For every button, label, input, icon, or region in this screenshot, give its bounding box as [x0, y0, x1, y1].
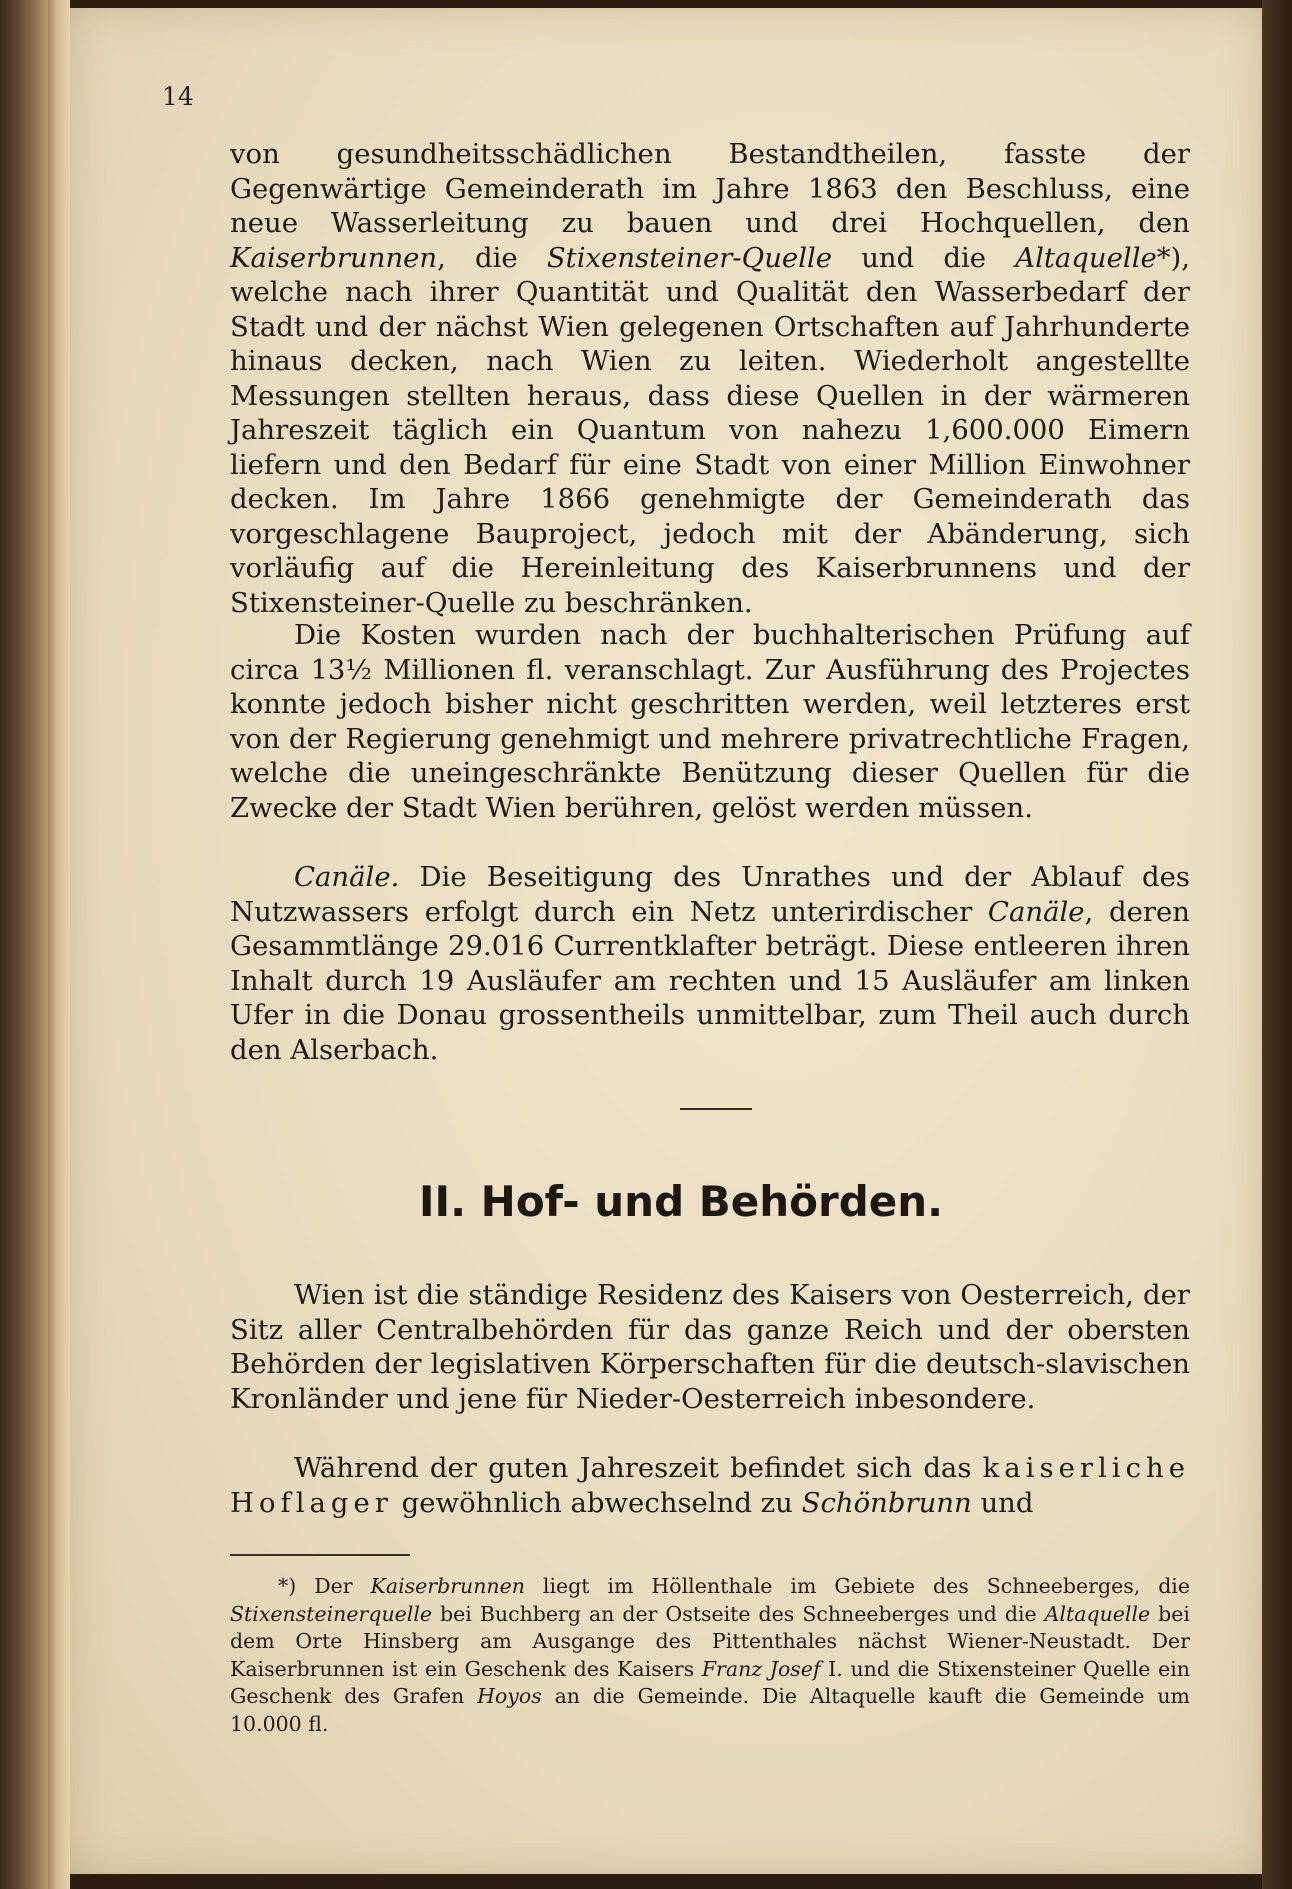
page-gutter [48, 0, 70, 1889]
section-divider [680, 1108, 752, 1110]
footnote-rule [230, 1554, 410, 1556]
paragraph-text: Während der guten Jahreszeit befindet sich das [294, 1452, 983, 1484]
footnote-marker: *) Der [278, 1574, 371, 1598]
footnote-text: bei dem Orte Hinsberg am Ausgange des Pittenthales nächst Wiener-Neustadt. Der Kaiserbrunnen ist ein Geschenk des Kaisers [230, 1601, 1190, 1681]
paragraph-costs: Die Kosten wurden nach der buchhalterischen Prüfung auf circa 13½ Millionen fl. veranschlagt. Zur Ausführung des Projectes konnte jedoch bisher nicht geschritten werden, weil letzteres erst von der Regierung genehmigt und mehrere privatrechtliche Fragen, welche die uneingeschränkte Benützung dieser Quellen für die Zwecke der Stadt Wien berühren, gelöst werden müssen. [230, 619, 1190, 824]
paragraph-text: gewöhnlich abwechselnd zu [392, 1486, 802, 1519]
footnote-emphasis: Altaquelle [1044, 1601, 1151, 1626]
emphasis-kaiserbrunnen: Kaiserbrunnen [230, 241, 438, 274]
paragraph-court [230, 1451, 1190, 1520]
book-edge [1262, 0, 1292, 1889]
paragraph-text: , die [437, 241, 547, 274]
footnote [230, 1573, 1190, 1738]
emphasis-canaele-lead: Canäle. [294, 861, 400, 893]
footnote-body [230, 1573, 1190, 1738]
spaced-emphasis: kaiserliche Hoflager [230, 1452, 1190, 1519]
paragraph-text: von gesundheitsschädlichen Bestandtheilen, fasste der Gegenwärtige Gemeinderath im Jahre 1863 den Beschluss, eine neue Wasserleitung zu bauen und drei Hochquellen, den [230, 138, 1190, 239]
footnote-emphasis: Hoyos [477, 1684, 542, 1708]
paragraph-residence: Wien ist die ständige Residenz des Kaisers von Oesterreich, der Sitz aller Centralbehörden für das ganze Reich und der obersten Behörden der legislativen Körperschaften für die deutsch-slavischen Kronländer und jene für Nieder-Oesterreich inbesondere. [230, 1279, 1190, 1415]
paragraph-text: und [971, 1486, 1034, 1519]
emphasis-altaquelle: Altaquelle [1015, 241, 1157, 274]
footnote-emphasis: Kaiserbrunnen [370, 1574, 525, 1598]
emphasis-stixensteiner: Stixensteiner-Quelle [546, 241, 833, 274]
footnote-emphasis: Stixensteinerquelle [230, 1601, 433, 1626]
paragraph-text: , deren Gesammtlänge 29.016 Currentklafter beträgt. Diese entleeren ihren Inhalt durch 19 Ausläufer am rechten und 15 Ausläufer am linken Ufer in die Donau grossentheils unmittelbar, zum Theil auch durch den Alserbach. [230, 895, 1190, 1066]
section-heading: II. Hof- und Behörden. [418, 1177, 944, 1226]
paragraph-water-supply [230, 137, 1190, 620]
footnote-text: an die Gemeinde. Die Altaquelle kauft die Gemeinde um 10.000 fl. [230, 1684, 1190, 1736]
footnote-emphasis: Franz Josef [701, 1656, 821, 1681]
footnote-text: I. und die Stixensteiner Quelle ein Geschenk des Grafen [230, 1656, 1190, 1708]
paragraph-text: Die Beseitigung des Unrathes und der Ablauf des Nutzwassers erfolgt durch ein Netz unterirdischer [230, 861, 1190, 928]
emphasis-canaele: Canäle [987, 895, 1085, 928]
footnote-text: bei Buchberg an der Ostseite des Schneeberges und die [432, 1601, 1045, 1626]
page-number: 14 [162, 82, 194, 111]
paragraph-text: und die [832, 241, 1016, 274]
paragraph-canals [230, 860, 1190, 1067]
paragraph-text: *), welche nach ihrer Quantität und Qualität den Wasserbedarf der Stadt und der nächst Wien gelegenen Ortschaften auf Jahrhunderte hinaus decken, nach Wien zu leiten. Wiederholt angestellte Messungen stellten heraus, dass diese Quellen in der wärmeren Jahreszeit täglich ein Quantum von nahezu 1,600.000 Eimern liefern und den Bedarf für eine Stadt von einer Million Einwohner decken. Im Jahre 1866 genehmigte der Gemeinderath das vorgeschlagene Bauproject, jedoch mit der Abänderung, sich vorläufig auf die Hereinleitung des Kaiserbrunnens und der Stixensteiner-Quelle zu beschränken. [230, 241, 1190, 619]
book-binding [0, 0, 48, 1889]
emphasis-schoenbrunn: Schönbrunn [801, 1486, 972, 1519]
footnote-text: liegt im Höllenthale im Gebiete des Schneeberges, die [524, 1574, 1191, 1598]
